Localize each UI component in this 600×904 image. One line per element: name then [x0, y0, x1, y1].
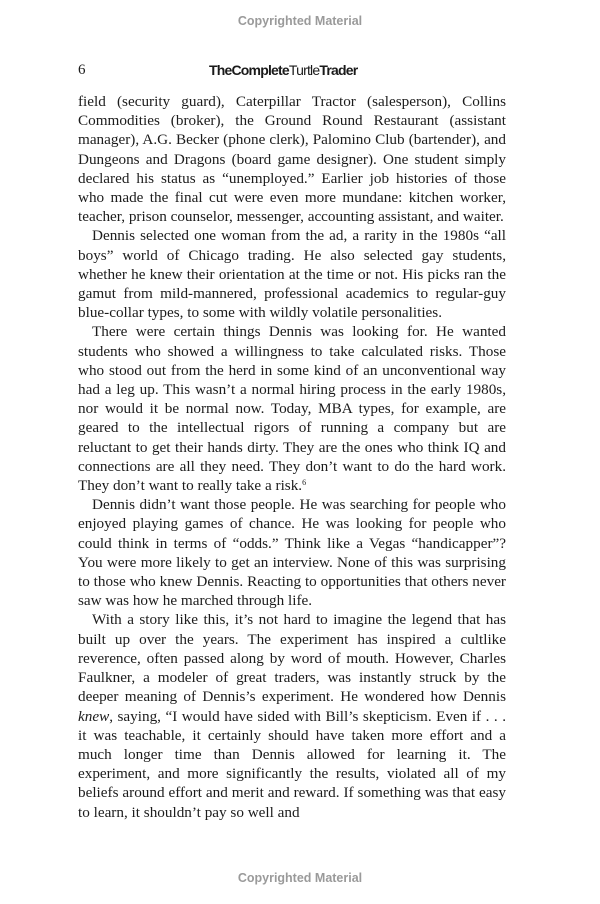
running-head: [78, 60, 506, 80]
paragraph: field (security guard), Caterpillar Tractor (salesperson), Collins Commodities (broker), the Ground Round Restaurant (assistant manager), A.G. Becker (phone clerk), Palomino Club (bartender), and Dungeons and Dragons (board game designer). One student simply declared his status as “unemployed.” Earlier job histories of those who made the final cut were even more mundane: kitchen worker, teacher, prison counselor, messenger, accounting assistant, and waiter.: [78, 93, 506, 226]
book-title-part: The: [209, 62, 232, 78]
paragraph: Dennis didn’t want those people. He was searching for people who enjoyed playing games of chance. He was looking for people who could think in terms of “odds.” Think like a Vegas “handicapper”? You were more likely to get an interview. None of this was surprising to those who knew Dennis. Reacting to opportunities that others never saw was how he marched through life.: [78, 496, 506, 610]
book-title-part: Turtle: [288, 62, 320, 78]
paragraph-text: There were certain things Dennis was looking for. He wanted students who showed a willingness to take calculated risks. Those who stood out from the herd in some kind of an unconventional way had a leg up. This wasn’t a normal hiring process in the early 1980s, nor would it be normal now. Today, MBA types, for example, are geared to the intellectual rigors of running a company but are reluctant to get their hands dirty. They are the ones who think IQ and connections are all they need. They don’t want to do the hard work. They don’t want to really take a risk.: [78, 323, 506, 495]
paragraph-text: , saying, “I would have sided with Bill’s skepticism. Even if . . . it was teachable, it certainly should have taken more effort and a much longer time than Dennis allowed for learning it. The experiment, and more significantly the results, violated all of my beliefs around effort and merit and reward. If something was that easy to learn, it shouldn’t pay so well and: [78, 707, 506, 821]
footnote-reference: 6: [302, 478, 307, 488]
book-title-part: Trader: [319, 62, 358, 78]
book-title-part: Complete: [231, 62, 289, 78]
copyright-watermark-top: Copyrighted Material: [237, 14, 363, 28]
copyright-watermark-bottom: Copyrighted Material: [237, 871, 363, 885]
page-number: 6: [78, 62, 86, 78]
book-title: [209, 61, 357, 79]
paragraph: [78, 322, 506, 495]
body-text: [78, 92, 506, 822]
paragraph: Dennis selected one woman from the ad, a rarity in the 1980s “all boys” world of Chicago trading. He also selected gay students, whether he knew their orientation at the time or not. His picks ran the gamut from mild-mannered, professional academics to regular-guy blue-collar types, to some with wildly volatile personalities.: [78, 227, 506, 322]
paragraph: [78, 610, 506, 821]
emphasis-text: knew: [78, 707, 110, 725]
paragraph-text: With a story like this, it’s not hard to imagine the legend that has built up over the years. The experiment has inspired a cultlike reverence, often passed along by word of mouth. However, Charles Faulkner, a modeler of great traders, was instantly struck by the deeper meaning of Dennis’s experiment. He wondered how Dennis: [78, 611, 506, 706]
